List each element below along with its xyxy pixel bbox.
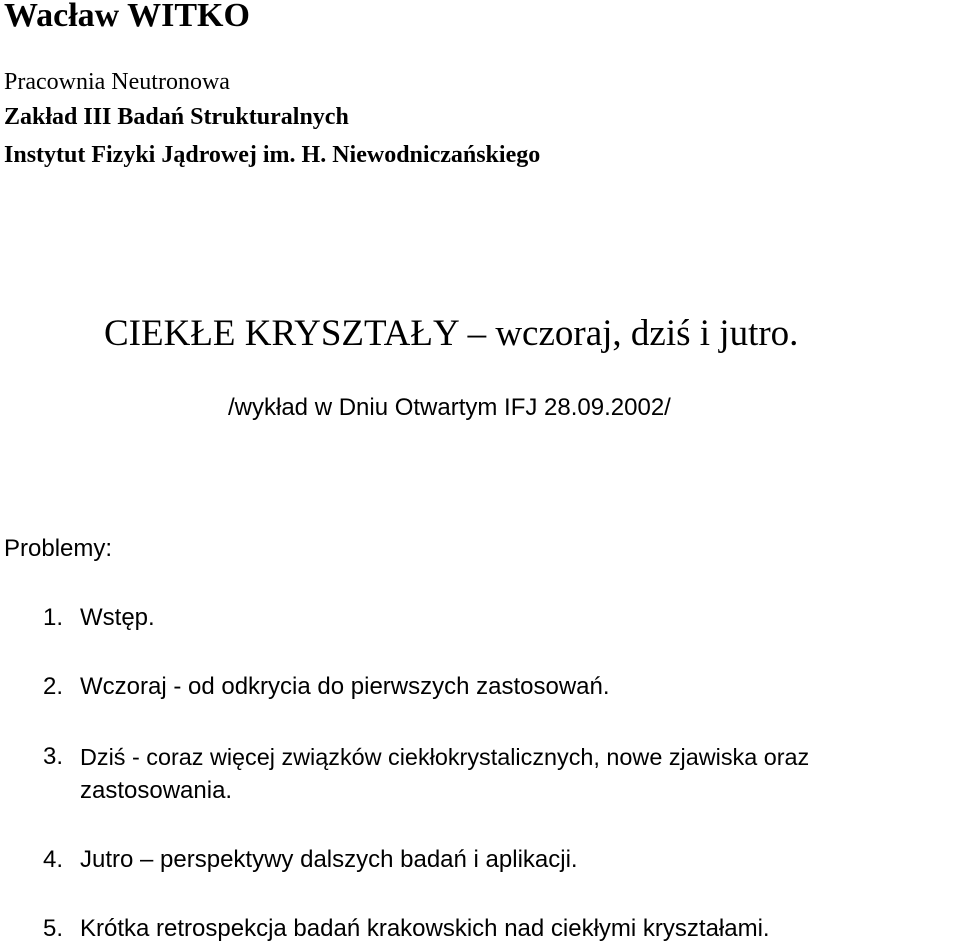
problems-heading: Problemy: bbox=[4, 535, 113, 562]
list-item-text: Wstęp. bbox=[80, 604, 155, 631]
list-item-text: Dziś - coraz więcej związków ciekłokrystalicznych, nowe zjawiska oraz bbox=[80, 744, 810, 770]
list-item-text: Wczoraj - od odkrycia do pierwszych zastosowań. bbox=[80, 673, 610, 700]
list-item-text: Jutro – perspektywy dalszych badań i aplikacji. bbox=[80, 846, 578, 873]
institute-line-1: Zakład III Badań Strukturalnych bbox=[4, 104, 349, 130]
list-item bbox=[0, 672, 960, 702]
list-item bbox=[0, 845, 960, 875]
institute-line-2: Instytut Fizyki Jądrowej im. H. Niewodniczańskiego bbox=[4, 142, 541, 168]
list-item-number: 3. bbox=[43, 743, 64, 770]
list-item-number: 5. bbox=[43, 915, 64, 942]
lecture-title: CIEKŁE KRYSZTAŁY – wczoraj, dziś i jutro. bbox=[104, 313, 799, 354]
department-name: Pracownia Neutronowa bbox=[4, 69, 230, 95]
author-name: Wacław WITKO bbox=[4, 0, 250, 34]
list-item-number: 4. bbox=[43, 846, 64, 873]
list-item-number: 2. bbox=[43, 673, 64, 700]
list-item bbox=[0, 742, 960, 806]
list-item-number: 1. bbox=[43, 604, 64, 631]
list-item-text-continued: zastosowania. bbox=[80, 777, 233, 804]
list-item bbox=[0, 603, 960, 633]
list-item bbox=[0, 914, 960, 944]
lecture-subtitle: /wykład w Dniu Otwartym IFJ 28.09.2002/ bbox=[228, 394, 671, 421]
list-item-text: Krótka retrospekcja badań krakowskich nad ciekłymi kryształami. bbox=[80, 915, 770, 942]
